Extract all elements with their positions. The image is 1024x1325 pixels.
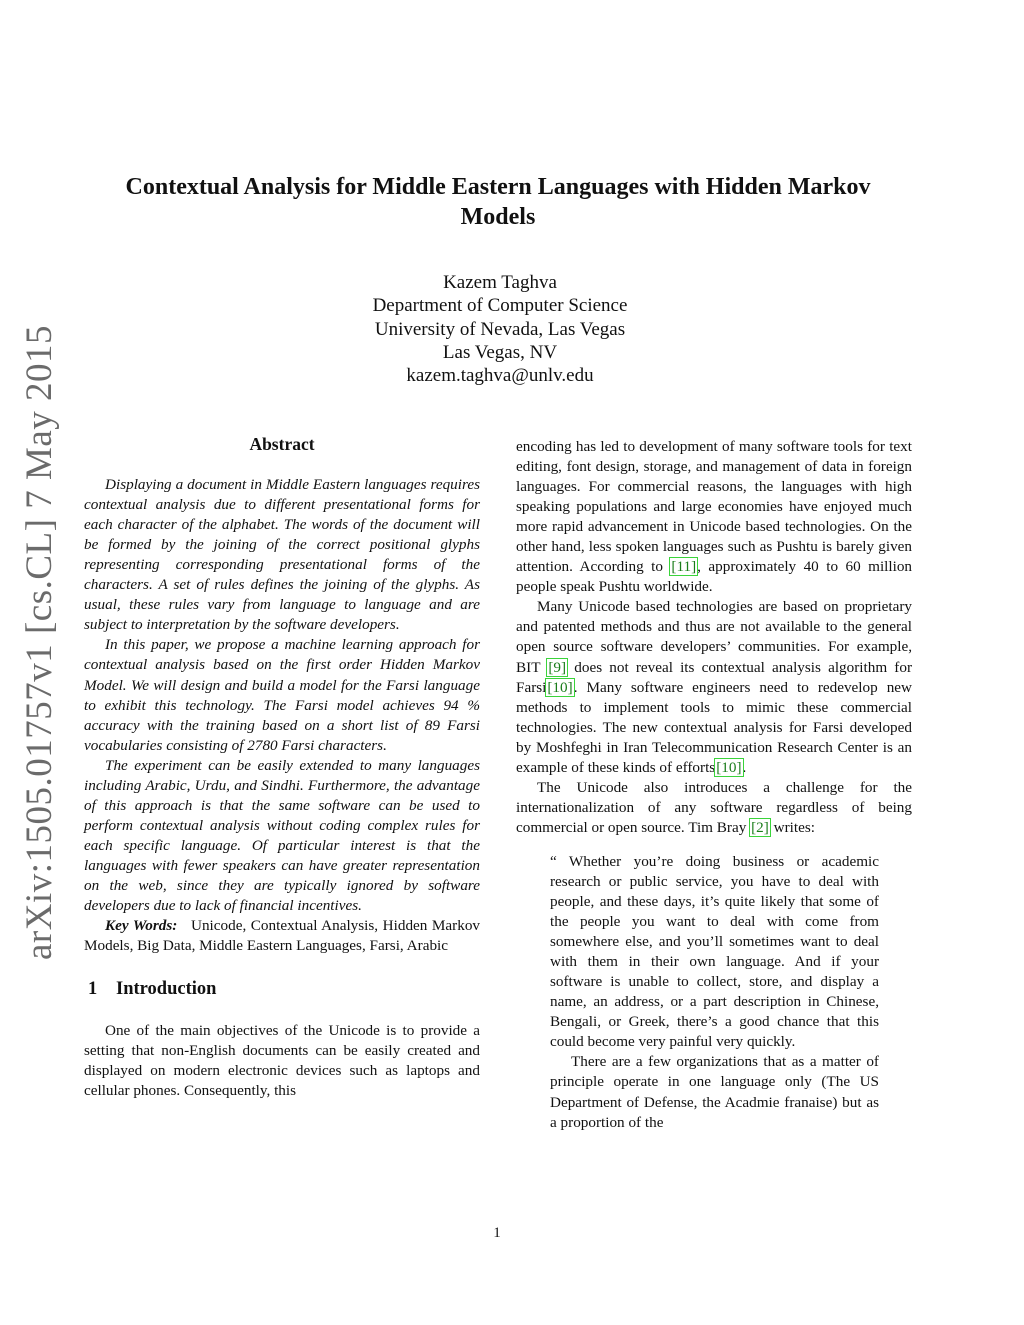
- intro-paragraph: One of the main objectives of the Unicode is to provide a setting that non-English documents can be easily created and displayed on modern electronic devices such as laptops and cellular phones. Consequently, this: [84, 1022, 480, 1100]
- author-block: [300, 271, 700, 387]
- abstract-paragraph: The experiment can be easily extended to many languages including Arabic, Urdu, and Sindhi. Furthermore, the advantage of this approach is that the same software can be used to perform contextual analysis without coding complex rules for each specific language. Of particular interest is that the languages with fewer speakers can have greater representation on the web, since they are typically ignored by software developers due to lack of financial incentives.: [84, 756, 480, 915]
- citation-link[interactable]: [2]: [751, 818, 769, 836]
- abstract-heading: Abstract: [249, 434, 315, 454]
- keywords-label: Key Words:: [105, 917, 178, 935]
- keywords: [84, 916, 480, 956]
- text-run: Many Unicode based technologies are based on proprietary and patented methods and thus are not available to the general open source software developers’ communities. For example, BIT: [516, 598, 912, 676]
- citation-link[interactable]: [10]: [716, 758, 742, 776]
- page-number: 1: [493, 1225, 501, 1241]
- section-heading-introduction: [84, 979, 480, 999]
- section-number: 1: [88, 979, 98, 1000]
- author-location: Las Vegas, NV: [442, 341, 558, 363]
- text-run: .: [742, 758, 747, 776]
- block-quote: [550, 852, 879, 1133]
- quote-paragraph: “ Whether you’re doing business or academic research or public service, you have to deal with people, and these days, it’s quite likely that some of the people you want to deal with come from somewhere else, and you’ll sometimes want to deal with them in their own language. And if your software is unable to collect, store, and display a name, an address, or a part description in Chinese, Bengali, or Greek, there’s a good chance that this could become very painful very quickly.: [550, 852, 879, 1051]
- arxiv-stamp: [8, 324, 72, 961]
- paper-title: Contextual Analysis for Middle Eastern Languages with Hidden Markov Models: [125, 174, 871, 230]
- abstract-paragraph: In this paper, we propose a machine learning approach for contextual analysis based on the first order Hidden Markov Model. We will design and build a model for the Farsi language to exhibit this technology. The Farsi model achieves 94 % accuracy with the training based on a short list of 89 Farsi vocabularies consisting of 2780 Farsi characters.: [84, 636, 480, 754]
- citation-link[interactable]: [9]: [548, 658, 567, 676]
- section-title: Introduction: [116, 979, 217, 1000]
- text-run: encoding has led to development of many software tools for text editing, font design, storage, and management of data in foreign languages. For commercial reasons, the languages with high speaking populations and large economies have enjoyed much more rapid advancement in Unicode based technologies. On the other hand, less spoken languages such as Pushtu is barely given attention. According to: [516, 438, 912, 576]
- keywords-text: Unicode, Contextual Analysis, Hidden Markov Models, Big Data, Middle Eastern Languages, Farsi, Arabic: [84, 917, 481, 955]
- text-run: , approximately 40 to 60 million people speak Pushtu worldwide.: [516, 558, 913, 596]
- abstract-paragraph: Displaying a document in Middle Eastern languages requires contextual analysis due to different presentational forms for each character of the alphabet. The words of the document will be formed by the joining of the correct positional glyphs representing corresponding presentational forms of the characters. A set of rules defines the joining of the glyphs. As usual, these rules vary from language to language and are subject to interpretation by the software developers.: [84, 476, 480, 634]
- left-column: [84, 434, 480, 1101]
- citation-link[interactable]: [11]: [671, 558, 697, 576]
- arxiv-stamp-text: arXiv:1505.01757v1 [cs.CL] 7 May 2015: [19, 324, 61, 961]
- author-university: University of Nevada, Las Vegas: [374, 318, 626, 340]
- author-department: Department of Computer Science: [372, 295, 628, 317]
- body-paragraph: [516, 597, 912, 777]
- citation-link[interactable]: [10]: [547, 678, 573, 696]
- body-paragraph: [516, 778, 912, 838]
- text-run: writes:: [773, 818, 815, 836]
- text-run: does not reveal its contextual analysis algorithm for Farsi: [516, 658, 913, 696]
- right-column: [516, 437, 912, 1133]
- text-run: . Many software engineers need to redevelop new methods to implement tools to mimic these commercial technologies. The new contextual analysis for Farsi developed by Moshfeghi in Iran Telecommunication Research Center is an example of these kinds of efforts: [516, 678, 912, 776]
- author-name: Kazem Taghva: [443, 272, 557, 293]
- author-email: kazem.taghva@unlv.edu: [406, 365, 594, 387]
- quote-paragraph: There are a few organizations that as a matter of principle operate in one language only (The US Department of Defense, the Acadmie franaise) but as a proportion of the: [550, 1053, 879, 1131]
- abstract-body: [84, 475, 480, 916]
- text-run: The Unicode also introduces a challenge for the internationalization of any software regardless of being commercial or open source. Tim Bray: [516, 778, 912, 836]
- body-paragraph: [516, 437, 912, 597]
